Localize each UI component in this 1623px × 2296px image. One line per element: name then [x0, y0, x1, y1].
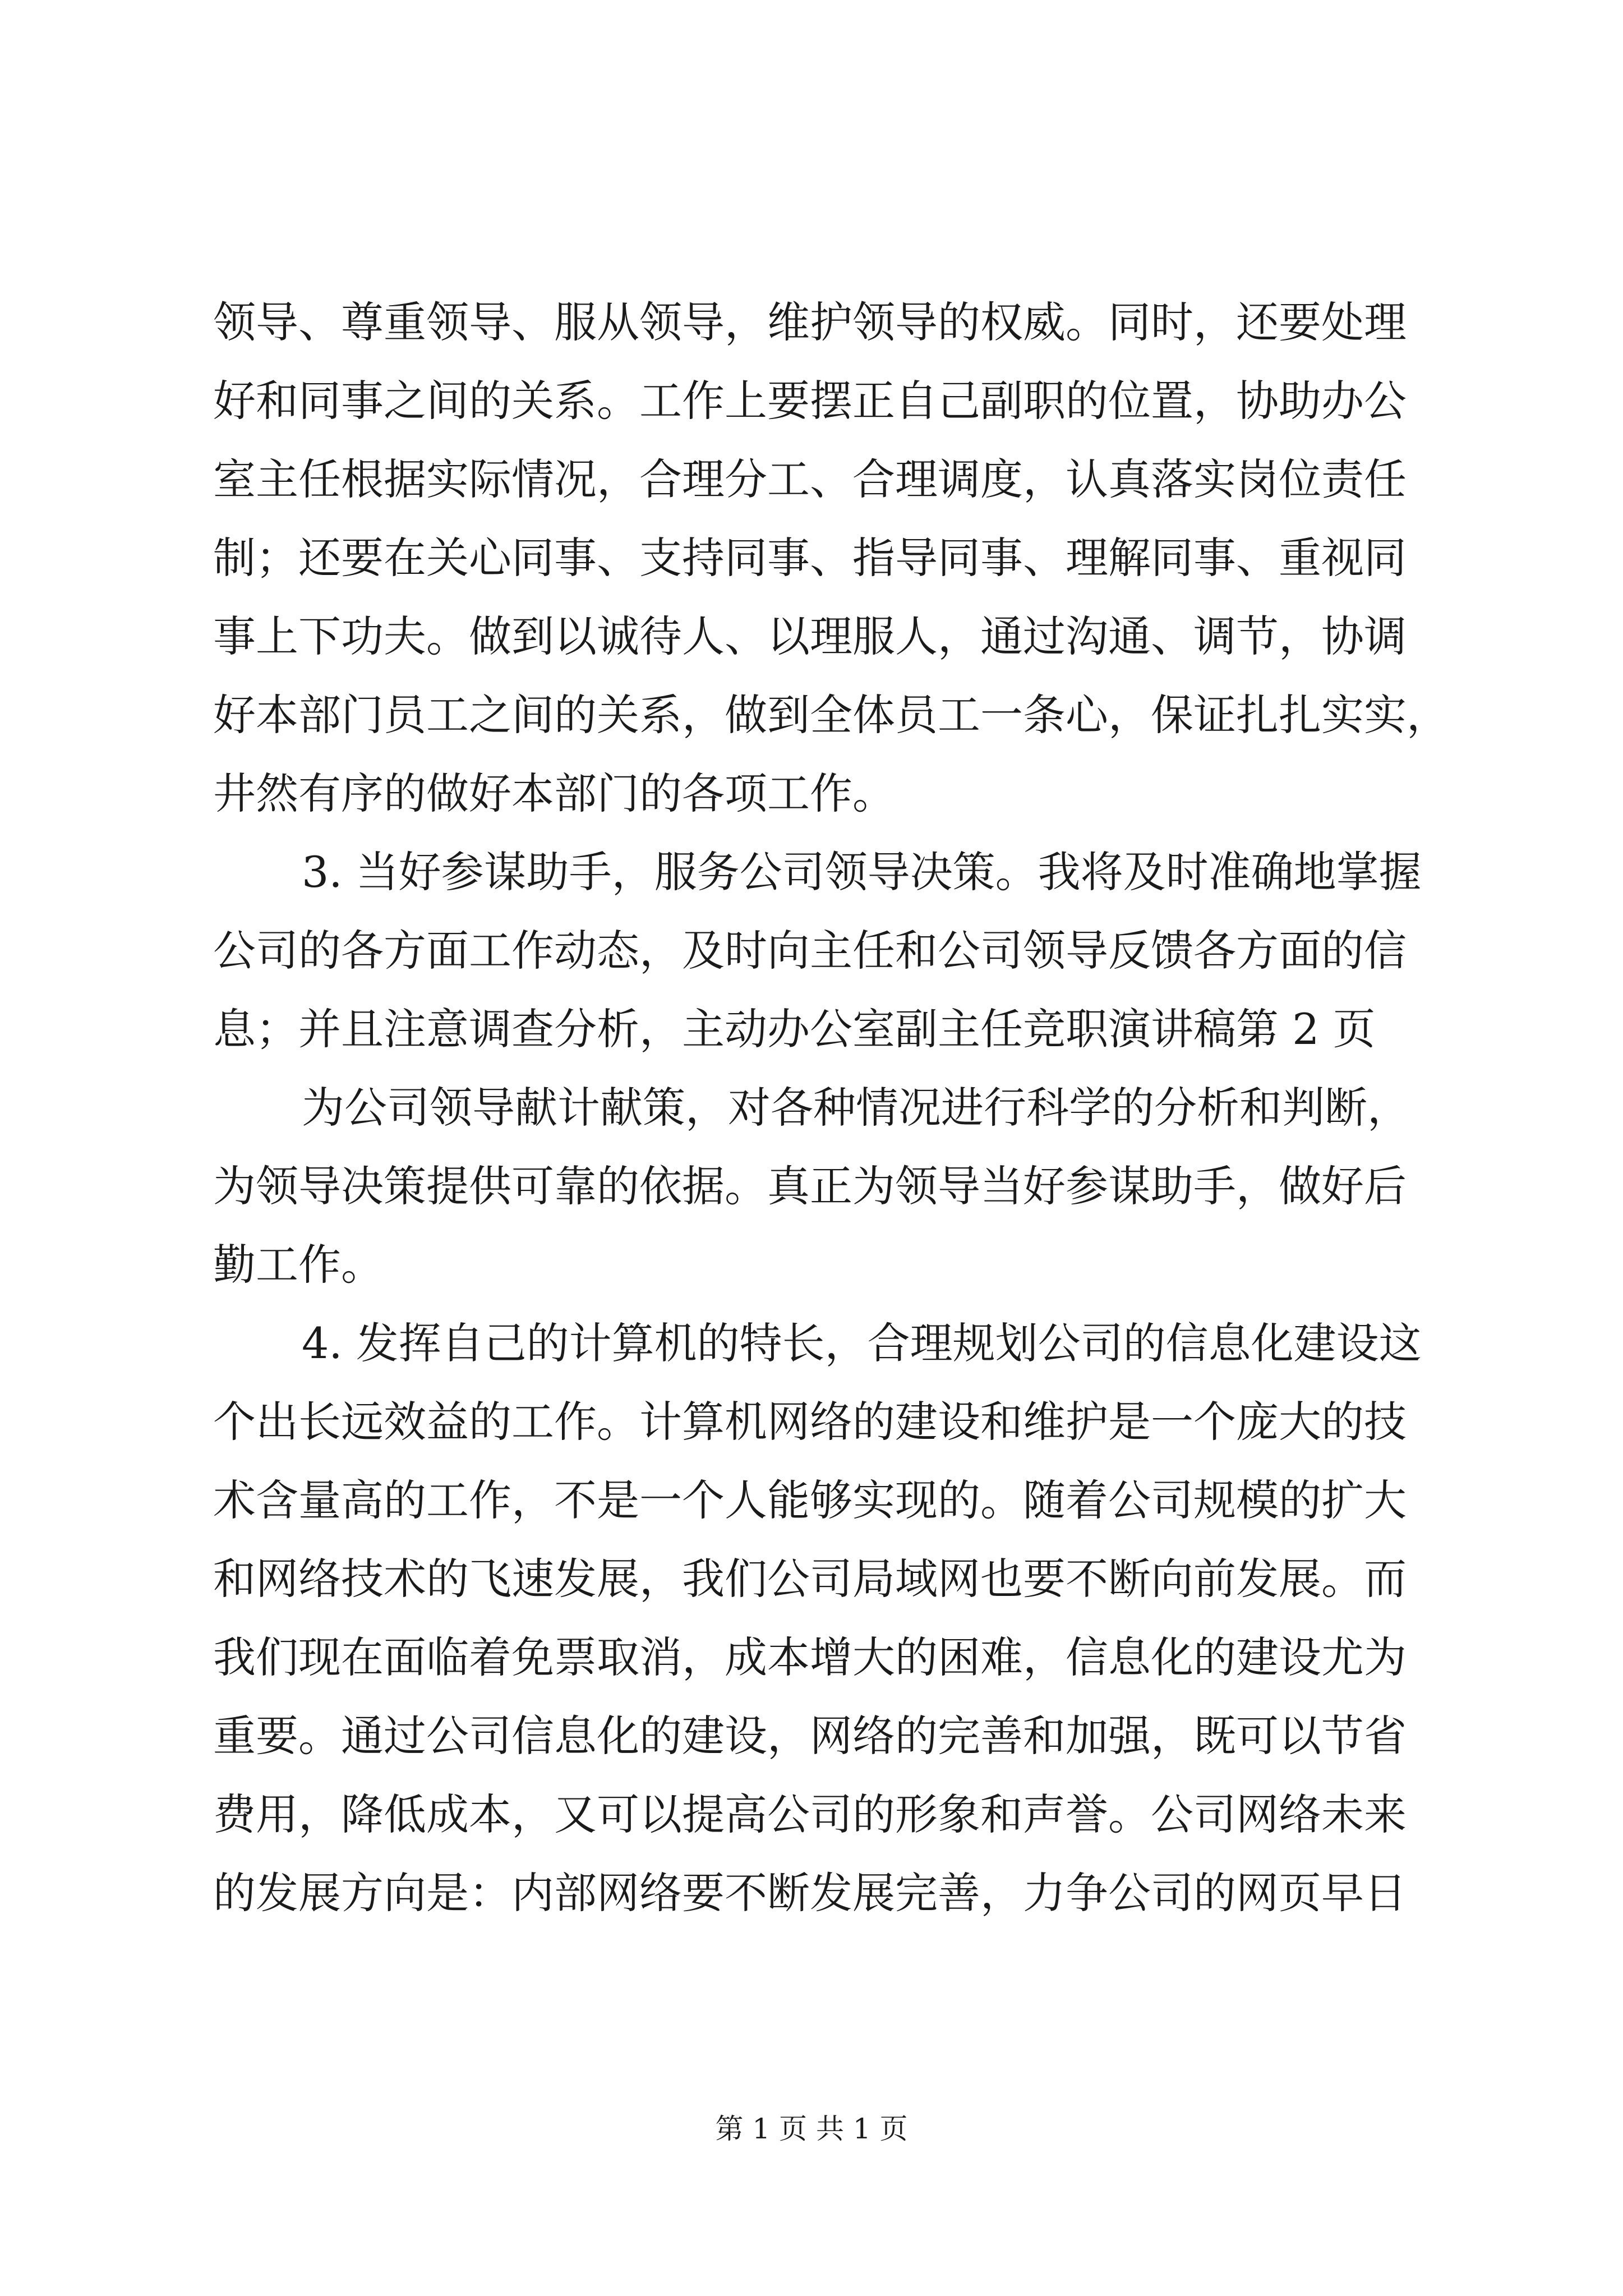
text-line: 室主任根据实际情况，合理分工、合理调度，认真落实岗位责任 [213, 454, 1407, 504]
text-line: 好和同事之间的关系。工作上要摆正自己副职的位置，协助办公 [213, 376, 1407, 426]
text-line: 井然有序的做好本部门的各项工作。 [213, 769, 895, 818]
text-line: 为领导决策提供可靠的依据。真正为领导当好参谋助手，做好后 [213, 1161, 1407, 1211]
text-line: 的发展方向是：内部网络要不断发展完善，力争公司的网页早日 [213, 1868, 1407, 1918]
text-line: 息；并且注意调查分析，主动办公室副主任竞职演讲稿第 2 页 [213, 1004, 1376, 1054]
text-line: 勤工作。 [213, 1240, 384, 1290]
text-line: 3. 当好参谋助手，服务公司领导决策。我将及时准确地掌握 [302, 847, 1422, 897]
text-line: 好本部门员工之间的关系，做到全体员工一条心，保证扎扎实实， [213, 690, 1449, 740]
text-line: 领导、尊重领导、服从领导，维护领导的权威。同时，还要处理 [213, 297, 1407, 347]
text-line: 和网络技术的飞速发展，我们公司局域网也要不断向前发展。而 [213, 1554, 1407, 1604]
text-line: 4. 发挥自己的计算机的特长，合理规划公司的信息化建设这 [302, 1318, 1422, 1368]
text-line: 费用，降低成本，又可以提高公司的形象和声誉。公司网络未来 [213, 1789, 1407, 1839]
page-footer: 第 1 页 共 1 页 [715, 2113, 908, 2145]
text-line: 重要。通过公司信息化的建设，网络的完善和加强，既可以节省 [213, 1711, 1407, 1761]
text-line: 事上下功夫。做到以诚待人、以理服人，通过沟通、调节，协调 [213, 611, 1407, 661]
text-line: 我们现在面临着免票取消，成本增大的困难，信息化的建设尤为 [213, 1632, 1407, 1682]
text-line: 制；还要在关心同事、支持同事、指导同事、理解同事、重视同 [213, 533, 1407, 583]
text-line: 个出长远效益的工作。计算机网络的建设和维护是一个庞大的技 [213, 1397, 1407, 1447]
text-line: 为公司领导献计献策，对各种情况进行科学的分析和判断， [302, 1083, 1410, 1133]
text-line: 公司的各方面工作动态，及时向主任和公司领导反馈各方面的信 [213, 926, 1407, 976]
text-line: 术含量高的工作，不是一个人能够实现的。随着公司规模的扩大 [213, 1475, 1407, 1525]
